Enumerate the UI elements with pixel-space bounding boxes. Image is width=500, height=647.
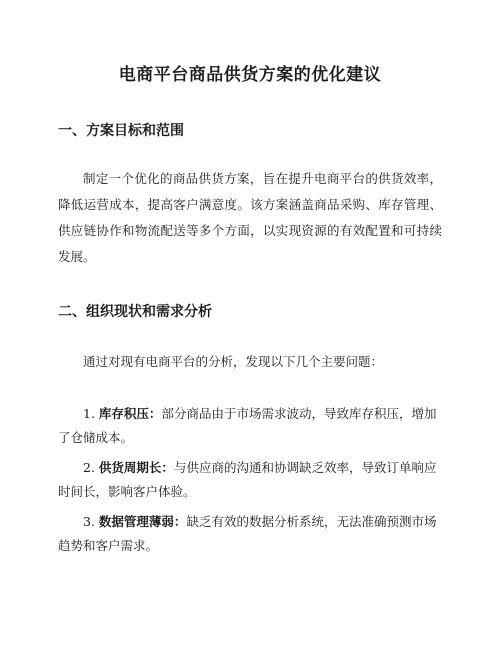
section-2-heading: 二、组织现状和需求分析 bbox=[58, 304, 212, 320]
section-1-heading: 一、方案目标和范围 bbox=[58, 123, 184, 139]
section-1-paragraph: 制定一个优化的商品供货方案，旨在提升电商平台的供货效率，降低运营成本，提高客户满意度。该方案涵盖商品采购、库存管理、供应链协作和物流配送等多个方面，以实现资源的有效配置和可持续发展。 bbox=[58, 171, 442, 264]
list-item bbox=[58, 456, 442, 504]
list-item-text: 缺乏有效的数据分析系统，无法准确预测市场趋势和客户需求。 bbox=[58, 514, 437, 553]
list-item bbox=[58, 510, 442, 558]
list-item-number: 2. bbox=[83, 460, 95, 475]
section-2-intro: 通过对现有电商平台的分析，发现以下几个主要问题： bbox=[83, 354, 384, 369]
list-item-label: 供货周期长： bbox=[98, 460, 174, 475]
list-item bbox=[58, 402, 442, 450]
document-title: 电商平台商品供货方案的优化建议 bbox=[118, 65, 382, 85]
list-item-number: 3. bbox=[83, 514, 95, 529]
list-item-text: 与供应商的沟通和协调缺乏效率，导致订单响应时间长，影响客户体验。 bbox=[58, 460, 437, 499]
list-item-label: 库存积压： bbox=[98, 406, 162, 421]
list-item-label: 数据管理薄弱： bbox=[98, 514, 187, 529]
list-item-number: 1. bbox=[83, 406, 95, 421]
list-item-text: 部分商品由于市场需求波动，导致库存积压，增加了仓储成本。 bbox=[58, 406, 437, 445]
